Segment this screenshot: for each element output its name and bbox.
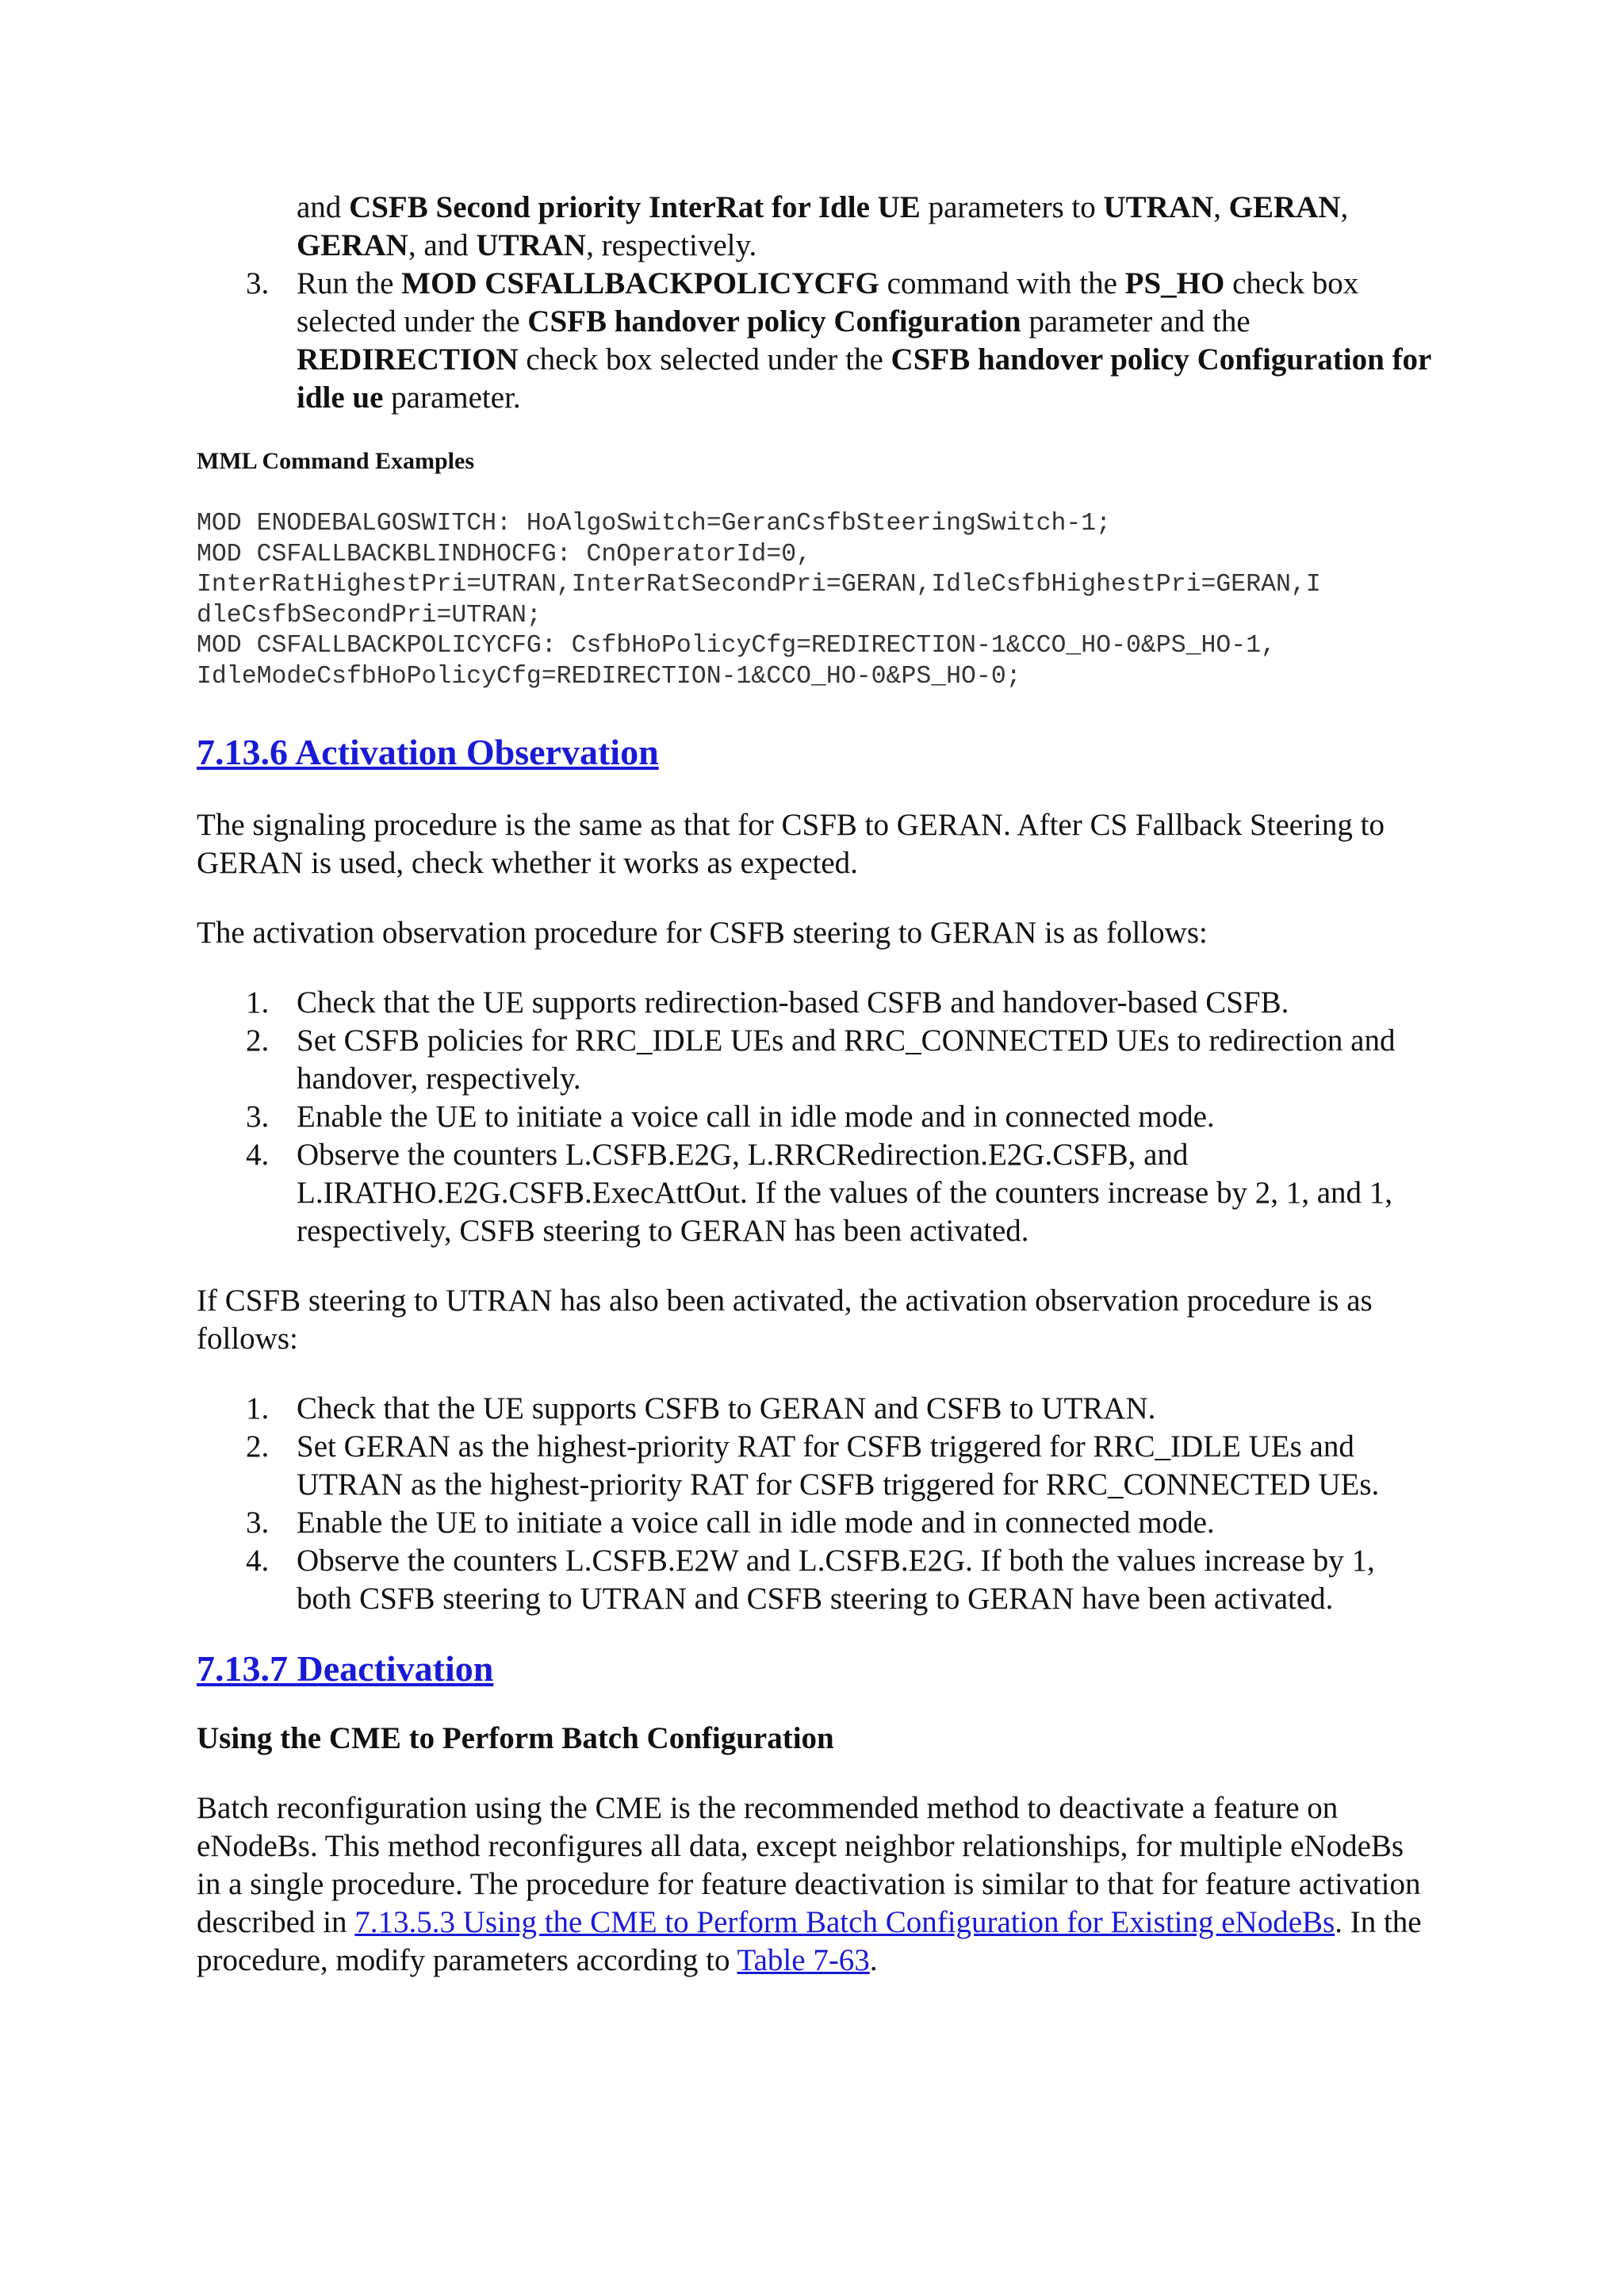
param-value: UTRAN: [1103, 190, 1214, 224]
code-line: MOD CSFALLBACKBLINDHOCFG: CnOperatorId=0,: [197, 540, 812, 568]
list-text: Check that the UE supports redirection-based CSFB and handover-based CSFB.: [297, 985, 1289, 1020]
text: Batch reconfiguration using the CME is the recommended method to deactivate a feature on eNodeBs. This method reconfigures all data, except neighbor relationships, for multiple eNodeBs in a single procedure. The procedure for feature deactivation is similar to that for feature activation described in: [197, 1791, 1421, 1939]
section-heading-activation-observation[interactable]: 7.13.6 Activation Observation: [197, 732, 659, 772]
list-item: [197, 1390, 1434, 1428]
list-item: [197, 1098, 1434, 1136]
code-line: MOD CSFALLBACKPOLICYCFG: CsfbHoPolicyCfg=REDIRECTION-1&CCO_HO-0&PS_HO-1,: [197, 632, 1277, 660]
list-item: [197, 1022, 1434, 1098]
list-text: Check that the UE supports CSFB to GERAN and CSFB to UTRAN.: [297, 1391, 1156, 1425]
checkbox-name: PS_HO: [1124, 266, 1225, 300]
text: check box selected under the: [518, 342, 891, 377]
paragraph: [197, 1789, 1434, 1980]
link-batch-configuration[interactable]: 7.13.5.3 Using the CME to Perform Batch Configuration for Existing eNodeBs: [354, 1905, 1335, 1939]
list-text: Set CSFB policies for RRC_IDLE UEs and RRC_CONNECTED UEs to redirection and handover, respectively.: [297, 1024, 1396, 1096]
text: ,: [1340, 190, 1349, 224]
paragraph: If CSFB steering to UTRAN has also been activated, the activation observation procedure is as follows:: [197, 1284, 1373, 1356]
text: parameters to: [920, 190, 1104, 224]
text: parameter and the: [1021, 304, 1251, 339]
param-value: GERAN: [1228, 190, 1341, 224]
text: Run the: [297, 266, 402, 300]
section-heading-deactivation[interactable]: 7.13.7 Deactivation: [197, 1648, 494, 1689]
step2-continuation: [297, 189, 1434, 265]
text: command with the: [879, 266, 1125, 300]
text: ,: [1213, 190, 1229, 224]
text: and: [297, 190, 350, 224]
paragraph: The activation observation procedure for CSFB steering to GERAN is as follows:: [197, 916, 1208, 950]
subheading: Using the CME to Perform Batch Configuration: [197, 1721, 834, 1755]
list-item: [197, 1428, 1434, 1504]
list-item: [197, 1504, 1434, 1542]
code-line: dleCsfbSecondPri=UTRAN;: [197, 601, 542, 629]
list-number: 4.: [246, 1138, 270, 1172]
text: .: [869, 1943, 878, 1977]
text: , respectively.: [586, 228, 757, 262]
text: parameter.: [383, 381, 521, 415]
list-item: [197, 1136, 1434, 1250]
step-3: [197, 265, 1434, 417]
checkbox-name: REDIRECTION: [297, 342, 519, 377]
param-value: GERAN: [297, 228, 408, 262]
list-text: Enable the UE to initiate a voice call in idle mode and in connected mode.: [297, 1506, 1215, 1540]
list-number: 4.: [246, 1544, 270, 1578]
list-text: Enable the UE to initiate a voice call in idle mode and in connected mode.: [297, 1100, 1215, 1134]
list-text: Set GERAN as the highest-priority RAT for CSFB triggered for RRC_IDLE UEs and UTRAN as the highest-priority RAT for CSFB triggered for RRC_CONNECTED UEs.: [297, 1429, 1380, 1502]
paragraph: The signaling procedure is the same as that for CSFB to GERAN. After CS Fallback Steering to GERAN is used, check whether it works as expected.: [197, 808, 1385, 880]
param-name: CSFB handover policy Configuration: [527, 304, 1021, 339]
mml-code-block: [197, 509, 1434, 692]
list-number: 3.: [246, 1506, 270, 1540]
param-value: UTRAN: [476, 228, 587, 262]
param-name: CSFB Second priority InterRat for Idle UE: [349, 190, 921, 224]
list-text: Observe the counters L.CSFB.E2W and L.CSFB.E2G. If both the values increase by 1, both CSFB steering to UTRAN and CSFB steering to GERAN have been activated.: [297, 1544, 1375, 1616]
ordered-list: [197, 984, 1434, 1250]
link-table[interactable]: Table 7-63: [737, 1943, 870, 1977]
list-item: [197, 984, 1434, 1022]
list-number: 2.: [246, 1429, 270, 1464]
list-number: 3.: [246, 1100, 270, 1134]
text: check box selected under the: [297, 266, 1359, 339]
command-name: MOD CSFALLBACKPOLICYCFG: [401, 266, 879, 300]
list-number: 3.: [246, 266, 270, 300]
code-line: InterRatHighestPri=UTRAN,InterRatSecondPri=GERAN,IdleCsfbHighestPri=GERAN,I: [197, 571, 1321, 599]
mml-examples-label: MML Command Examples: [197, 448, 475, 474]
text: , and: [408, 228, 477, 262]
list-number: 1.: [246, 985, 270, 1020]
param-name: CSFB handover policy Configuration for idle ue: [297, 342, 1431, 415]
list-number: 1.: [246, 1391, 270, 1425]
list-item: [197, 1542, 1434, 1618]
ordered-list: [197, 1390, 1434, 1618]
list-text: Observe the counters L.CSFB.E2G, L.RRCRedirection.E2G.CSFB, and L.IRATHO.E2G.CSFB.ExecAttOut. If the values of the counters increase by 2, 1, and 1, respectively, CSFB steering to GERAN has been activated.: [297, 1138, 1393, 1248]
code-line: MOD ENODEBALGOSWITCH: HoAlgoSwitch=GeranCsfbSteeringSwitch-1;: [197, 510, 1112, 538]
document-content: [197, 189, 1434, 1980]
list-number: 2.: [246, 1024, 270, 1058]
code-line: IdleModeCsfbHoPolicyCfg=REDIRECTION-1&CCO_HO-0&PS_HO-0;: [197, 662, 1021, 691]
text: . In the procedure, modify parameters according to: [197, 1905, 1422, 1977]
